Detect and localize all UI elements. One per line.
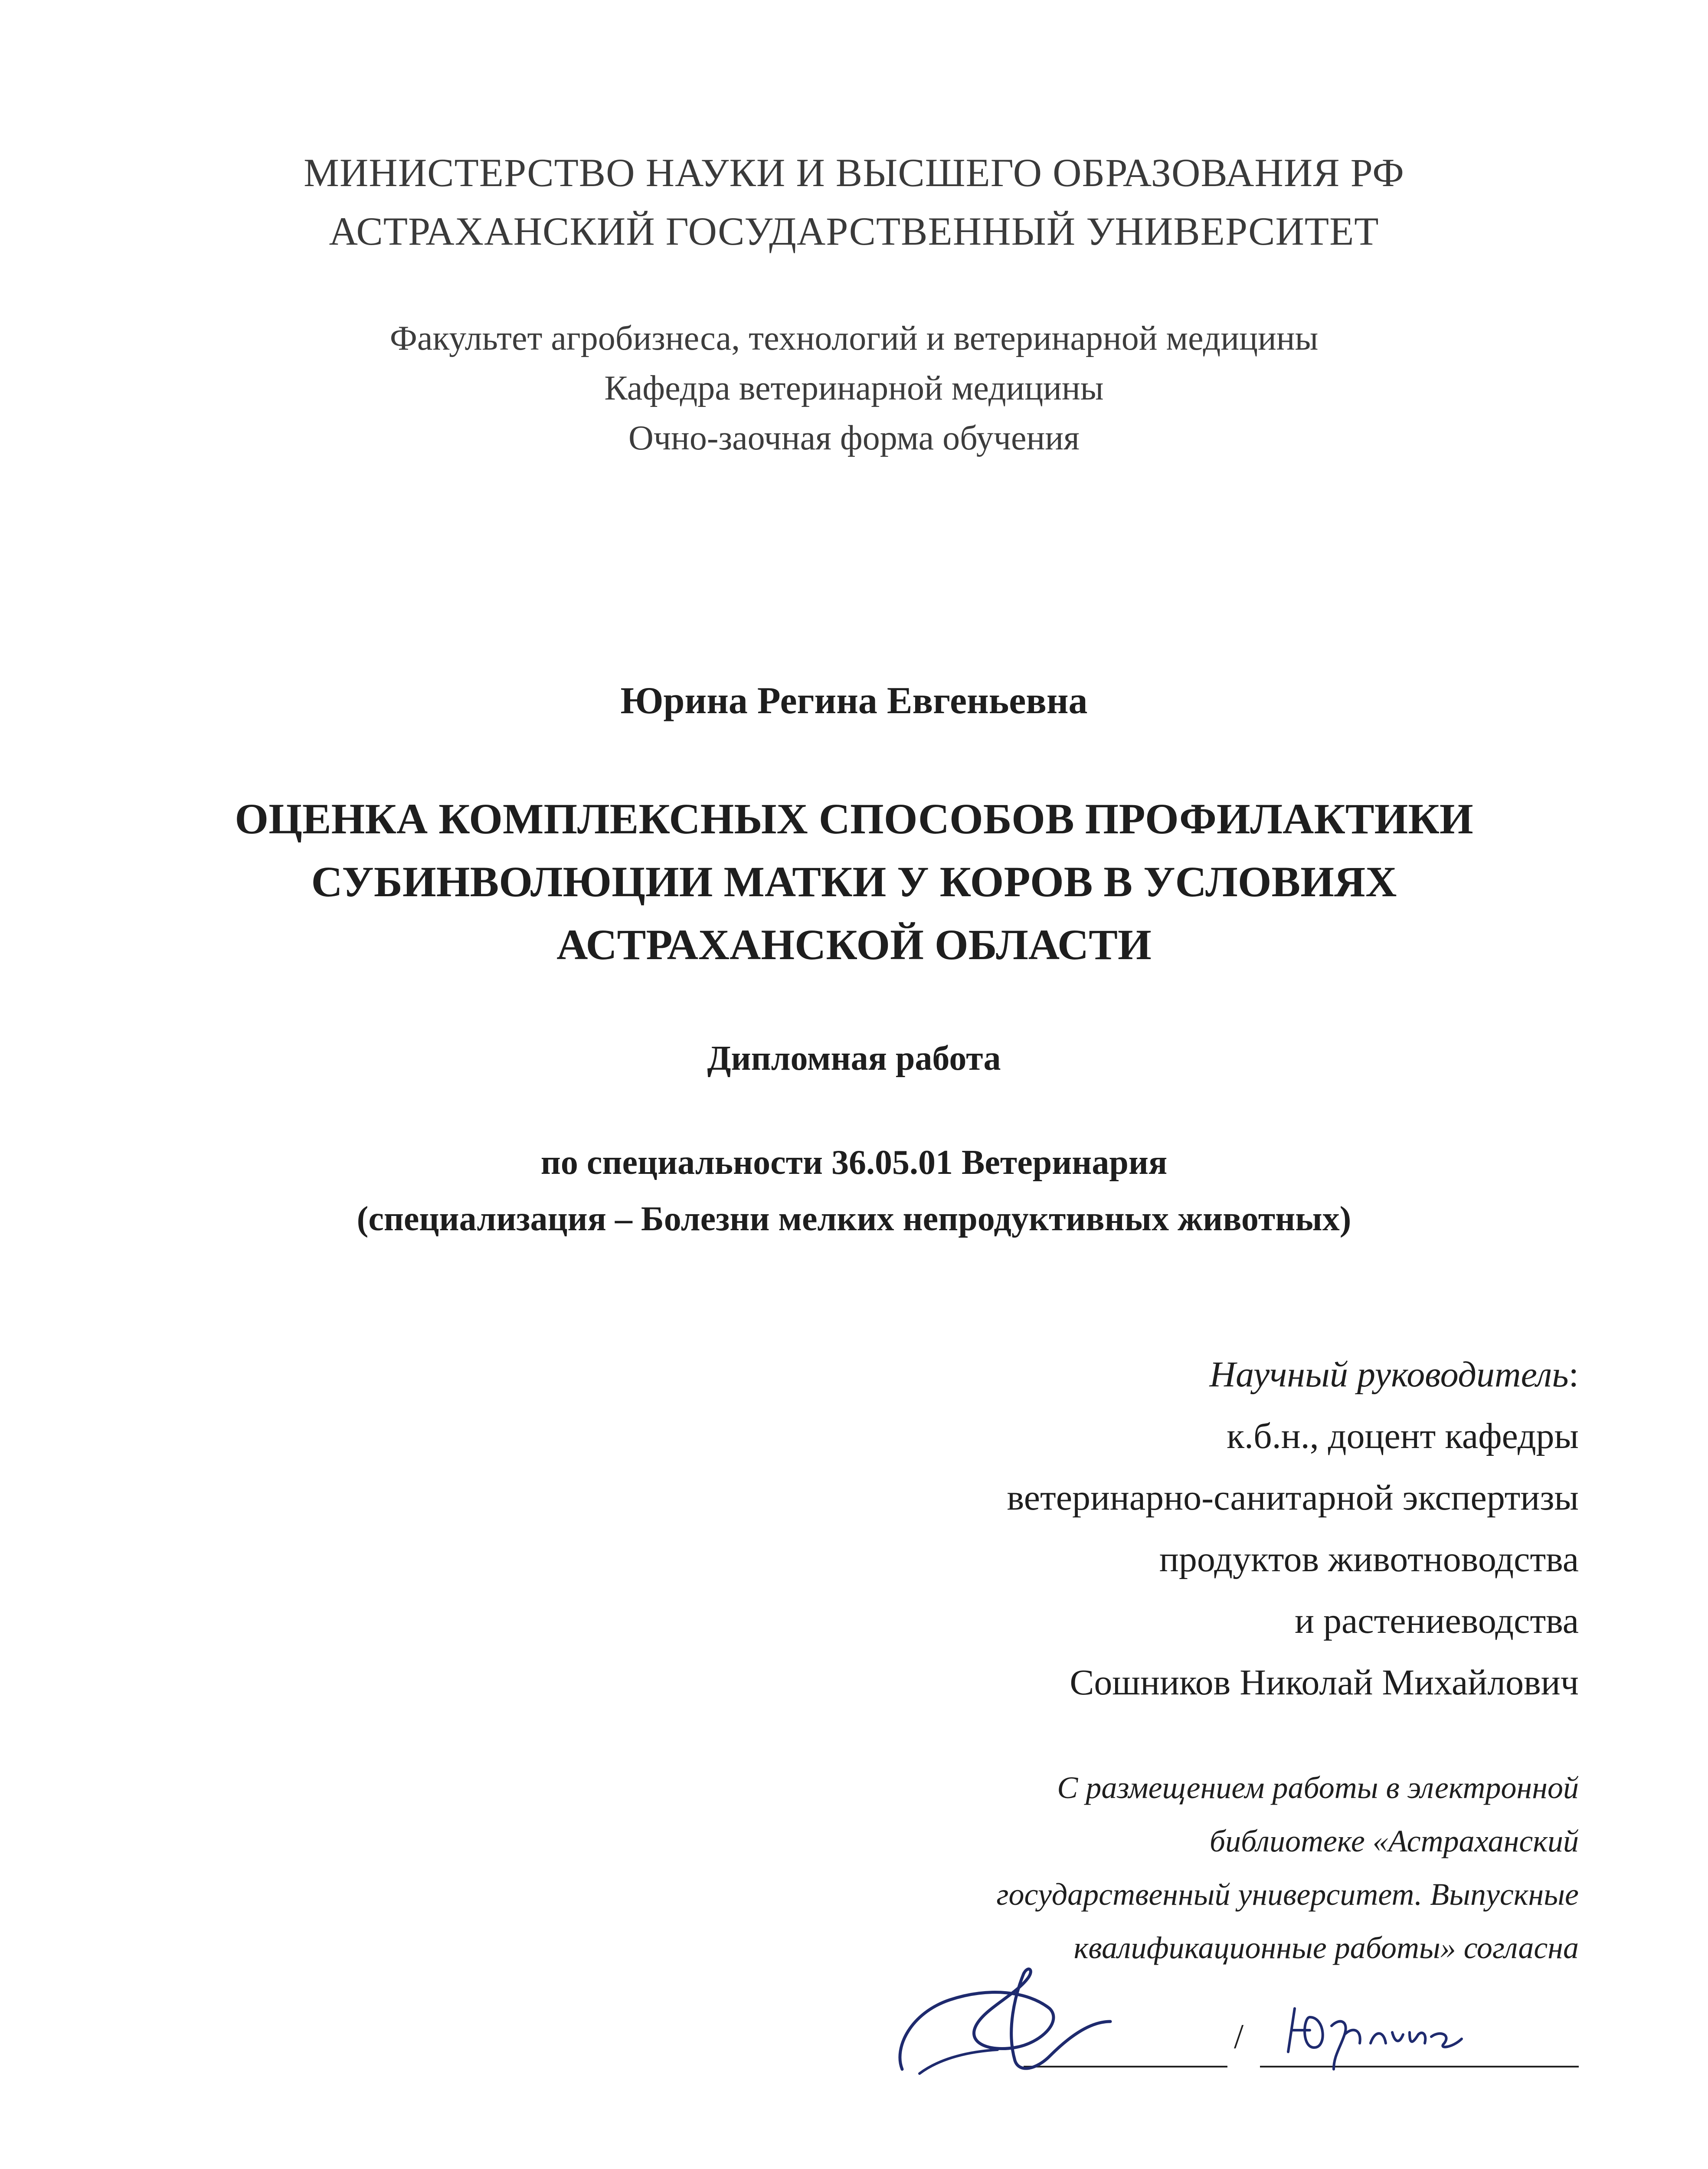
work-type: Дипломная работа	[707, 1039, 1001, 1078]
university-name: АСТРАХАНСКИЙ ГОСУДАРСТВЕННЫЙ УНИВЕРСИТЕТ	[329, 209, 1379, 253]
ministry-name: МИНИСТЕРСТВО НАУКИ И ВЫСШЕГО ОБРАЗОВАНИЯ РФ	[304, 151, 1404, 195]
supervisor-department-3: и растениеводства	[1295, 1601, 1579, 1641]
supervisor-department-2: продуктов животноводства	[1159, 1539, 1579, 1579]
supervisor-heading-colon: :	[1568, 1354, 1579, 1395]
consent-line-3: государственный университет. Выпускные	[996, 1877, 1579, 1912]
supervisor-name: Сошников Николай Михайлович	[1070, 1662, 1579, 1703]
consent-line-2: библиотеке «Астраханский	[1209, 1824, 1579, 1858]
specialty-line-1: по специальности 36.05.01 Ветеринария	[540, 1143, 1168, 1182]
signature-separator: /	[1234, 2018, 1244, 2056]
study-form: Очно-заочная форма обучения	[628, 419, 1080, 457]
thesis-title-line-1: ОЦЕНКА КОМПЛЕКСНЫХ СПОСОБОВ ПРОФИЛАКТИКИ	[235, 795, 1473, 843]
author-name: Юрина Регина Евгеньевна	[620, 680, 1088, 722]
student-signature	[1279, 1991, 1522, 2078]
supervisor-heading	[1209, 1353, 1579, 1396]
supervisor-signature	[885, 1961, 1128, 2091]
consent-line-4: квалификационные работы» согласна	[1073, 1930, 1579, 1965]
thesis-title-line-2: СУБИНВОЛЮЦИИ МАТКИ У КОРОВ В УСЛОВИЯХ	[311, 858, 1397, 906]
department-name: Кафедра ветеринарной медицины	[604, 369, 1104, 407]
specialty-line-2: (специализация – Болезни мелких непродуктивных животных)	[357, 1200, 1351, 1238]
consent-line-1: С размещением работы в электронной	[1057, 1770, 1579, 1805]
thesis-title-line-3: АСТРАХАНСКОЙ ОБЛАСТИ	[556, 921, 1152, 969]
supervisor-heading-label: Научный руководитель	[1209, 1354, 1569, 1395]
supervisor-department-1: ветеринарно-санитарной экспертизы	[1007, 1478, 1579, 1518]
supervisor-degree: к.б.н., доцент кафедры	[1227, 1416, 1579, 1456]
faculty-name: Факультет агробизнеса, технологий и ветеринарной медицины	[389, 319, 1319, 357]
